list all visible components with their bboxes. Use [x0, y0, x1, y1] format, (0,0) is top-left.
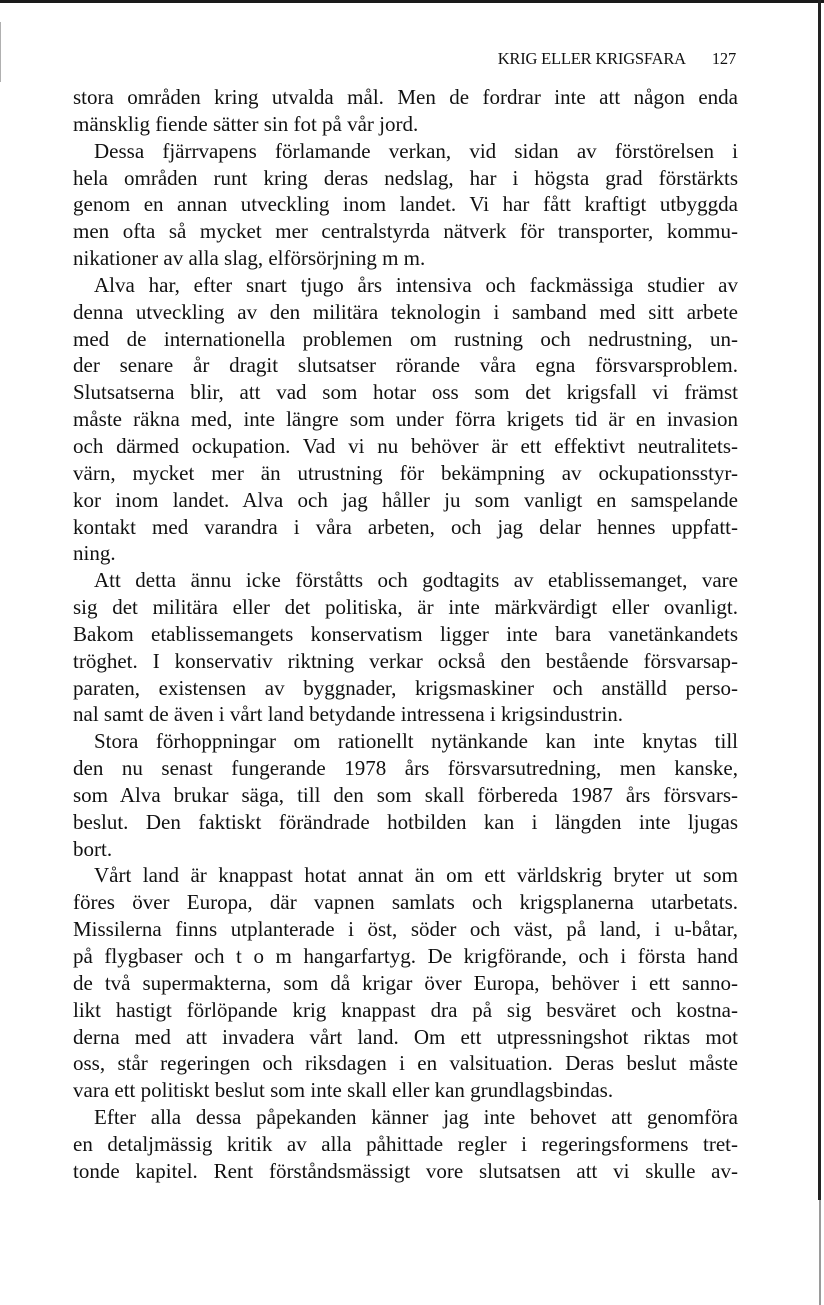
text-line: likt hastigt förlöpande krig knappast dra på sig besväret och kostna-	[73, 997, 738, 1022]
scan-top-border	[0, 0, 824, 3]
text-line: denna utveckling av den militära teknologin i samband med sitt arbete	[73, 299, 738, 324]
text-line: på flygbaser och t o m hangarfartyg. De krigförande, och i första hand	[73, 944, 738, 968]
text-line: och därmed ockupation. Vad vi nu behöver är ett effektivt neutralitets-	[73, 433, 738, 458]
text-line: oss, står regeringen och riksdagen i en valsituation. Deras beslut måste	[73, 1051, 738, 1076]
text-line: nikationer av alla slag, elförsörjning m m.	[73, 246, 426, 271]
paragraph	[73, 567, 738, 728]
text-line: hela områden runt kring deras nedslag, har i högsta grad förstärkts	[73, 165, 738, 190]
text-line: mänsklig fiende sätter sin fot på vår jord.	[73, 111, 419, 136]
text-line: de två supermakterna, som då krigar över Europa, behöver i ett sanno-	[73, 970, 738, 995]
scan-right-border-fade	[819, 1200, 821, 1305]
text-line: Att detta ännu icke förståtts och godtagits av etablissemanget, vare	[94, 568, 738, 593]
paragraph	[73, 84, 738, 138]
text-line: Missilerna finns utplanterade i öst, söder och väst, på land, i u-båtar,	[73, 917, 738, 942]
paragraph	[73, 1104, 738, 1185]
text-line: Slutsatserna blir, att vad som hotar oss som det krigsfall vi främst	[73, 380, 738, 405]
running-head	[498, 49, 736, 69]
text-line: kontakt med varandra i våra arbeten, och jag delar hennes uppfatt-	[73, 514, 738, 539]
text-line: men ofta så mycket mer centralstyrda nätverk för transporter, kommu-	[73, 219, 738, 244]
text-line: Efter alla dessa påpekanden känner jag inte behovet att genomföra	[94, 1105, 738, 1130]
text-line: föres över Europa, där vapnen samlats och krigsplanerna utarbetats.	[73, 890, 738, 915]
text-line: som Alva brukar säga, till den som skall förbereda 1987 års försvars-	[73, 782, 738, 807]
text-line: den nu senast fungerande 1978 års försvarsutredning, men kanske,	[73, 756, 738, 781]
scan-right-border	[818, 0, 821, 1200]
text-line: sig det militära eller det politiska, är inte märkvärdigt eller ovanligt.	[73, 595, 738, 620]
text-line: vara ett politiskt beslut som inte skall eller kan grundlagsbindas.	[73, 1078, 614, 1103]
text-line: en detaljmässig kritik av alla påhittade regler i regeringsformens tret-	[73, 1131, 738, 1156]
text-line: genom en annan utveckling inom landet. Vi har fått kraftigt utbyggda	[73, 192, 738, 217]
text-line: måste räkna med, inte längre som under förra krigets tid är en invasion	[73, 407, 738, 432]
text-line: beslut. Den faktiskt förändrade hotbilden kan i längden inte ljugas	[73, 809, 738, 834]
text-line: med de internationella problemen om rustning och nedrustning, un-	[73, 326, 738, 351]
text-line: derna med att invadera vårt land. Om ett utpressningshot riktas mot	[73, 1024, 738, 1049]
text-line: der senare år dragit slutsatser rörande våra egna försvarsproblem.	[73, 353, 738, 378]
text-line: Alva har, efter snart tjugo års intensiva och fackmässiga studier av	[94, 272, 738, 297]
paragraph	[73, 272, 738, 567]
text-line: Bakom etablissemangets konservatism ligger inte bara vanetänkandets	[73, 621, 738, 646]
text-line: nal samt de även i vårt land betydande intressena i krigsindustrin.	[73, 702, 623, 727]
paragraph	[73, 728, 738, 862]
paragraph	[73, 138, 738, 272]
text-line: ning.	[73, 541, 116, 566]
text-line: bort.	[73, 836, 113, 861]
text-line: tröghet. I konservativ riktning verkar också den bestående försvarsap-	[73, 648, 738, 673]
text-line: paraten, existensen av byggnader, krigsmaskiner och anställd perso-	[73, 675, 738, 700]
text-line: Stora förhoppningar om rationellt nytänkande kan inte knytas till	[94, 729, 738, 754]
scan-left-edge	[0, 22, 1, 82]
paragraph	[73, 862, 738, 1104]
page-number: 127	[711, 49, 736, 68]
text-line: tonde kapitel. Rent förståndsmässigt vore slutsatsen att vi skulle av-	[73, 1158, 738, 1183]
text-line: kor inom landet. Alva och jag håller ju som vanligt en samspelande	[73, 487, 738, 512]
page-body	[73, 84, 738, 1185]
text-line: Dessa fjärrvapens förlamande verkan, vid sidan av förstörelsen i	[94, 138, 738, 163]
text-line: värn, mycket mer än utrustning för bekämpning av ockupationsstyr-	[73, 460, 738, 485]
running-head-title: KRIG ELLER KRIGSFARA	[497, 49, 686, 68]
text-line: Vårt land är knappast hotat annat än om ett världskrig bryter ut som	[94, 863, 738, 888]
text-line: stora områden kring utvalda mål. Men de fordrar inte att någon enda	[73, 85, 738, 109]
